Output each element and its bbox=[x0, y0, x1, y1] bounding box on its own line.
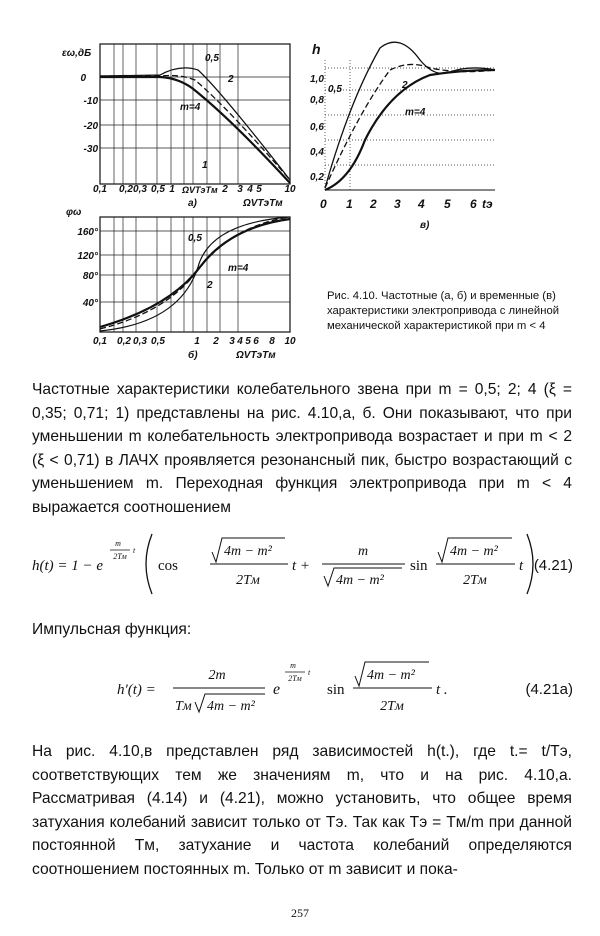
panel-c-curve-label: 2 bbox=[402, 80, 408, 91]
eq1-t1: t + bbox=[292, 558, 311, 574]
panel-a-ytick: 0 bbox=[80, 73, 86, 84]
page-number: 257 bbox=[291, 906, 309, 920]
eq2-sqrt-arg: 4m − m² bbox=[207, 699, 255, 714]
paragraph-2: На рис. 4.10,в представлен ряд зависимостей h(t.), где t.= t/Tэ, соответствующих тем же значениям m, что и на рис. 4.10,а. Рассматривая (4.14) и (4.21), можно установить, что общее время затухания колебаний зависит только от Tэ. Так как Tэ = Tм/m при данной постоянной Tм, затухание и частота колебаний определяются соотношением постоянных m. Только от m зависит и пока- bbox=[32, 743, 572, 878]
panel-a-curve-label: 0,5 bbox=[205, 53, 219, 64]
panel-b-ylabel: φω bbox=[66, 207, 82, 218]
panel-b-xtick: 0,5 bbox=[151, 336, 165, 347]
eq1-sin: sin bbox=[410, 558, 428, 574]
eq1-frac2-num: m bbox=[357, 544, 369, 559]
panel-b-xtick: 2 bbox=[213, 336, 219, 347]
panel-a-curve-m05 bbox=[100, 68, 290, 180]
panel-a-xtick: 0,5 bbox=[151, 184, 165, 195]
panel-c-label: в) bbox=[420, 220, 430, 231]
equation-4-21a bbox=[115, 652, 575, 728]
chart-panel-b bbox=[60, 205, 320, 365]
panel-b-xtick: 0,1 bbox=[93, 336, 107, 347]
eq2-num: 2m bbox=[208, 668, 226, 683]
panel-a-ytick: -30 bbox=[83, 144, 98, 155]
panel-b-xtick: 5 bbox=[245, 336, 251, 347]
panel-b-xtick: 8 bbox=[269, 336, 275, 347]
panel-a-xlabel-inline: ΩVTэTм bbox=[182, 185, 218, 195]
eq2-lhs: h'(t) = bbox=[117, 682, 156, 698]
panel-b-xtick: 4 bbox=[237, 336, 243, 347]
panel-a-ytick: -10 bbox=[83, 96, 98, 107]
panel-a-curve-label: 1 bbox=[202, 160, 208, 171]
eq1-exp-den: 2Tм bbox=[113, 552, 127, 561]
eq2-sin: sin bbox=[327, 682, 345, 698]
panel-c-curve-label: 0,5 bbox=[328, 84, 342, 95]
panel-c-xtick: 1 bbox=[346, 197, 353, 211]
panel-a-xtick: 5 bbox=[256, 184, 262, 195]
panel-c-xtick: 4 bbox=[418, 197, 425, 211]
panel-a-ytick: -20 bbox=[83, 121, 98, 132]
panel-a-xtick: 3 bbox=[237, 184, 243, 195]
panel-b-ytick: 40° bbox=[82, 298, 98, 309]
eq2-number: (4.21а) bbox=[525, 681, 573, 698]
panel-c-xlabel: tэ bbox=[482, 197, 493, 211]
chart-panel-a bbox=[60, 30, 320, 210]
panel-a-curve-label: m=4 bbox=[180, 102, 201, 113]
panel-a-xtick: 10 bbox=[284, 184, 296, 195]
panel-a-xtick: 4 bbox=[247, 184, 253, 195]
eq1-left-paren bbox=[146, 534, 152, 594]
panel-c-ytick: 0,8 bbox=[310, 95, 324, 106]
eq2-tail: t . bbox=[436, 682, 448, 698]
panel-c-ytick: 1,0 bbox=[310, 74, 324, 85]
panel-b-xtick: 0,3 bbox=[133, 336, 147, 347]
panel-a-ylabel: εω,дБ bbox=[62, 48, 92, 59]
panel-b-xtick: 1 bbox=[194, 336, 200, 347]
eq1-sqrt-arg-1: 4m − m² bbox=[224, 544, 272, 559]
panel-b-ytick: 160° bbox=[77, 227, 98, 238]
eq1-right-paren bbox=[527, 534, 533, 594]
panel-c-xtick: 0 bbox=[320, 197, 327, 211]
panel-b-curve-label: 2 bbox=[207, 280, 213, 291]
chart-panel-c bbox=[310, 40, 510, 240]
panel-c-ytick: 0,6 bbox=[310, 122, 324, 133]
panel-b-label: б) bbox=[188, 350, 198, 361]
panel-a-xtick: 0,3 bbox=[133, 184, 147, 195]
equation-4-21 bbox=[30, 528, 575, 600]
panel-b-xlabel: ΩVTэTм bbox=[236, 350, 276, 361]
panel-a-xtick: 1 bbox=[169, 184, 175, 195]
panel-b-xtick: 3 bbox=[229, 336, 235, 347]
panel-c-xtick: 5 bbox=[444, 197, 451, 211]
eq1-sqrt-arg-3: 4m − m² bbox=[450, 544, 498, 559]
impulse-label: Импульсная функция: bbox=[32, 621, 192, 638]
panel-b-xtick: 6 bbox=[253, 336, 259, 347]
panel-c-ytick: 0,2 bbox=[310, 172, 324, 183]
eq1-number: (4.21) bbox=[533, 557, 573, 574]
panel-a-xtick: 2 bbox=[222, 184, 228, 195]
panel-b-xtick: 10 bbox=[284, 336, 296, 347]
panel-c-xtick: 2 bbox=[370, 197, 377, 211]
eq1-lhs: h(t) = 1 − e bbox=[32, 558, 104, 574]
figure-caption: Рис. 4.10. Частотные (а, б) и временные (в) характеристики электропривода с линейной механической характеристикой при m < 4 bbox=[327, 290, 560, 332]
panel-a-curve-m4 bbox=[100, 77, 290, 183]
eq2-sqrt-arg-2: 4m − m² bbox=[367, 668, 415, 683]
panel-b-curve-label: m=4 bbox=[228, 263, 249, 274]
panel-a-label: а) bbox=[188, 198, 197, 209]
eq1-den-1: 2Tм bbox=[236, 573, 260, 588]
eq2-e: e bbox=[273, 681, 281, 698]
panel-b-curve-label: 0,5 bbox=[188, 233, 202, 244]
eq1-exp-t: t bbox=[133, 546, 136, 555]
panel-c-xtick: 6 bbox=[470, 197, 477, 211]
paragraph-1: Частотные характеристики колебательного звена при m = 0,5; 2; 4 (ξ = 0,35; 0,71; 1) представлены на рис. 4.10,а, б. Они показывают, что при уменьшении m колебательность электропривода возрастает и при m < 2 (ξ < 0,71) в ЛАЧХ проявляется резонансный пик, быстро возрастающий с уменьшением m. Переходная функция электропривода при m < 4 выражается соотношением bbox=[32, 381, 572, 516]
eq1-cos: cos bbox=[158, 558, 178, 574]
eq1-exp-num: m bbox=[115, 539, 121, 548]
panel-c-curve-label: m=4 bbox=[405, 107, 426, 118]
panel-b-ytick: 80° bbox=[82, 271, 98, 282]
eq2-den2: 2Tм bbox=[380, 699, 404, 714]
panel-b-ytick: 120° bbox=[77, 251, 98, 262]
panel-b-xtick: 0,2 bbox=[117, 336, 131, 347]
panel-c-curve-m4 bbox=[325, 70, 495, 190]
panel-a-xlabel: ΩVTэTм bbox=[243, 198, 283, 209]
eq2-exp-num: m bbox=[290, 661, 296, 670]
eq2-exp-t: t bbox=[308, 668, 311, 677]
panel-c-ytick: 0,4 bbox=[310, 147, 324, 158]
panel-a-plot-frame bbox=[100, 44, 290, 184]
panel-a-curve-label: 2 bbox=[228, 74, 234, 85]
eq1-sqrt-arg-2: 4m − m² bbox=[336, 573, 384, 588]
panel-c-xtick: 3 bbox=[394, 197, 401, 211]
eq2-den-t: Tм bbox=[175, 699, 192, 714]
panel-a-xtick: 0,1 bbox=[93, 184, 107, 195]
panel-c-ylabel: h bbox=[312, 41, 321, 57]
eq1-den-2: 2Tм bbox=[463, 573, 487, 588]
panel-a-xtick: 0,2 bbox=[119, 184, 133, 195]
eq2-exp-den: 2Tм bbox=[288, 674, 302, 683]
eq1-t2: t bbox=[519, 558, 524, 574]
